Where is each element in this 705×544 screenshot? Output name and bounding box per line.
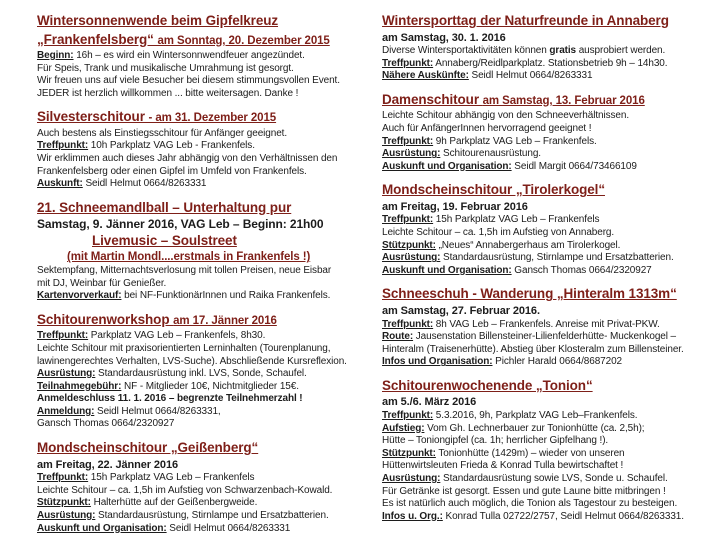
event-text-line bbox=[37, 497, 371, 510]
text-span: Auch für AnfängerInnen hervorragend geeignet ! bbox=[382, 122, 592, 134]
field-label: Treffpunkt: bbox=[37, 330, 89, 342]
field-label: Treffpunkt: bbox=[382, 135, 434, 147]
event-heading-line bbox=[382, 182, 702, 201]
event-text-line bbox=[37, 63, 371, 76]
heading-text: Wintersporttag der Naturfreunde in Annaberg bbox=[382, 13, 669, 28]
heading-text: Silvesterschitour bbox=[37, 109, 149, 125]
text-span: Hüttenwirtsleuten Frieda & Konrad Tulla bewirtschaftet ! bbox=[382, 460, 624, 472]
heading-text: „Frankenfelsberg“ bbox=[37, 31, 158, 47]
event-text-line bbox=[382, 396, 702, 410]
event-text-line bbox=[382, 201, 702, 215]
event-heading-line bbox=[37, 312, 371, 331]
heading-text: Mondscheinschitour „Tirolerkogel“ bbox=[382, 182, 605, 198]
event-text-line bbox=[37, 472, 371, 485]
heading-text: Schneeschuh - Wanderung „Hinteralm 1313m“ bbox=[382, 286, 677, 302]
field-label: Treffpunkt: bbox=[382, 57, 434, 69]
event-text-line bbox=[382, 161, 702, 174]
text-span: Pichler Harald 0664/8687202 bbox=[492, 356, 622, 368]
event-text-line bbox=[382, 423, 702, 436]
text-span: am Samstag, 30. 1. 2016 bbox=[382, 31, 506, 44]
field-label: Aufstieg: bbox=[382, 422, 425, 434]
field-label: Auskunft und Organisation: bbox=[382, 160, 512, 172]
event-text-line bbox=[37, 343, 371, 356]
event-text-line bbox=[382, 265, 702, 278]
event-text-line bbox=[382, 498, 702, 511]
field-label: Treffpunkt: bbox=[37, 140, 89, 152]
text-span: 9h Parkplatz VAG Leb – Frankenfels. bbox=[433, 135, 597, 147]
event-text-line bbox=[37, 393, 371, 406]
event-text-line bbox=[37, 140, 371, 153]
heading-text: am Sonntag, 20. Dezember 2015 bbox=[157, 34, 330, 47]
field-label: Anmeldung: bbox=[37, 405, 95, 417]
text-span: Seidl Helmut 0664/8263331 bbox=[468, 70, 593, 82]
event-text-line bbox=[37, 330, 371, 343]
event-text-line bbox=[382, 240, 702, 253]
event-text-line bbox=[37, 485, 371, 498]
field-label: Auskunft: bbox=[37, 178, 83, 190]
field-label: Stützpunkt: bbox=[37, 497, 91, 509]
heading-text: am Samstag, 13. Februar 2016 bbox=[482, 94, 645, 107]
text-span: gratis bbox=[549, 45, 577, 57]
event-text-line bbox=[382, 473, 702, 486]
text-span: Halterhütte auf der Geißenbergweide. bbox=[90, 497, 258, 509]
text-span: Konrad Tulla 02722/2757, Seidl Helmut 0664/8263331. bbox=[442, 510, 684, 522]
text-span: „Neues“ Annabergerhaus am Tirolerkogel. bbox=[435, 239, 621, 251]
event-text-line bbox=[382, 356, 702, 369]
event-text-line bbox=[382, 70, 702, 83]
text-span: Seidl Margit 0664/73466109 bbox=[511, 160, 637, 172]
text-span: lawinengerechtes Verhalten, LVS-Suche). Abschließende Kursreflexion. bbox=[37, 355, 347, 367]
text-span: ausprobiert werden. bbox=[576, 45, 666, 57]
text-span: Gansch Thomas 0664/2320927 bbox=[511, 264, 652, 276]
field-label: Treffpunkt: bbox=[382, 409, 434, 421]
field-label: Auskunft und Organisation: bbox=[382, 264, 512, 276]
field-label: Treffpunkt: bbox=[382, 318, 434, 330]
text-span: Jausenstation Billensteiner-Lilienfelderhütte- Muckenkogel – bbox=[413, 331, 677, 343]
heading-text: - am 31. Dezember 2015 bbox=[148, 112, 277, 125]
text-span: Standardausrüstung, Stirnlampe und Ersatzbatterien. bbox=[440, 252, 674, 264]
text-span: Standardausrüstung, Stirnlampe und Ersatzbatterien. bbox=[95, 509, 329, 521]
field-label: Infos u. Org.: bbox=[382, 510, 443, 522]
event-text-line bbox=[382, 319, 702, 332]
heading-text: am 17. Jänner 2016 bbox=[173, 314, 277, 327]
event-text-line bbox=[37, 50, 371, 63]
event-section-schneeschuh-wanderung-hinteralm bbox=[382, 286, 702, 368]
text-span: Hinteralm (Traisenerhütte). Abstieg über Klosteralm zum Billensteiner. bbox=[382, 343, 684, 355]
event-heading-line bbox=[37, 109, 371, 128]
text-span: 15h Parkplatz VAG Leb – Frankenfels bbox=[433, 214, 600, 226]
right-column bbox=[382, 13, 702, 532]
event-text-line bbox=[37, 178, 371, 191]
event-section-damenschitour bbox=[382, 92, 702, 173]
event-text-line bbox=[37, 510, 371, 523]
field-label: Treffpunkt: bbox=[382, 214, 434, 226]
event-heading-line bbox=[382, 378, 702, 397]
text-span: Annaberg/Reidlparkplatz. Stationsbetrieb 9h – 14h30. bbox=[433, 57, 668, 69]
event-heading-line bbox=[37, 440, 371, 459]
event-text-line bbox=[37, 265, 371, 278]
text-span: am Freitag, 19. Februar 2016 bbox=[382, 200, 528, 213]
field-label: Kartenvorverkauf: bbox=[37, 290, 122, 302]
text-span: Leichte Schitour – ca. 1,5h im Aufstieg von Schwarzenbach-Kowald. bbox=[37, 484, 333, 496]
text-span: Anmeldeschluss 11. 1. 2016 – begrenzte Teilnehmerzahl ! bbox=[37, 393, 303, 405]
text-span: 15h Parkplatz VAG Leb – Frankenfels bbox=[88, 472, 255, 484]
text-span: am 5./6. März 2016 bbox=[382, 396, 477, 409]
heading-text: Wintersonnenwende beim Gipfelkreuz bbox=[37, 13, 279, 28]
text-span: Für Speis, Trank und musikalische Umrahmung ist gesorgt. bbox=[37, 62, 294, 74]
event-text-line bbox=[37, 153, 371, 166]
field-label: Teilnahmegebühr: bbox=[37, 380, 122, 392]
event-text-line bbox=[37, 218, 371, 233]
text-span: Hütte – Toniongipfel (ca. 1h; herrlicher Gipfelhang !). bbox=[382, 435, 609, 447]
text-span: Es ist natürlich auch möglich, die Tonion als Tagestour zu besteigen. bbox=[382, 498, 678, 510]
heading-text: (mit Martin Mondl....erstmals in Frankenfels !) bbox=[67, 251, 311, 264]
text-span: Leichte Schitour abhängig von den Schneeverhältnissen. bbox=[382, 110, 629, 122]
text-span: Schitourenausrüstung. bbox=[440, 148, 541, 160]
event-heading-line bbox=[37, 32, 371, 51]
text-span: 10h Parkplatz VAG Leb - Frankenfels. bbox=[88, 140, 255, 152]
event-text-line bbox=[382, 435, 702, 448]
event-text-line bbox=[37, 290, 371, 303]
event-text-line bbox=[37, 368, 371, 381]
text-span: Seidl Helmut 0664/8263331 bbox=[166, 522, 291, 534]
field-label: Stützpunkt: bbox=[382, 239, 436, 251]
event-section-schitourenwochenende-tonion bbox=[382, 378, 702, 523]
text-span: Tonionhütte (1429m) – wieder von unseren bbox=[435, 447, 625, 459]
event-text-line bbox=[382, 214, 702, 227]
event-section-mondscheinschitour-tirolerkogel bbox=[382, 182, 702, 277]
text-span: Vom Gh. Lechnerbauer zur Tonionhütte (ca. 2,5h); bbox=[424, 422, 645, 434]
text-span: am Samstag, 27. Februar 2016. bbox=[382, 304, 540, 317]
event-text-line bbox=[382, 32, 702, 46]
text-span: mit DJ, Weinbar für Genießer. bbox=[37, 277, 167, 289]
field-label: Ausrüstung: bbox=[37, 368, 96, 380]
field-label: Infos und Organisation: bbox=[382, 356, 493, 368]
event-text-line bbox=[382, 448, 702, 461]
event-heading-line bbox=[382, 13, 702, 32]
event-text-line bbox=[67, 251, 371, 265]
event-heading-line bbox=[37, 13, 371, 32]
event-section-mondscheinschitour-geissenberg bbox=[37, 440, 371, 535]
text-span: Seidl Helmut 0664/8263331 bbox=[82, 178, 207, 190]
heading-text: Schitourenwochenende „Tonion“ bbox=[382, 377, 593, 393]
event-text-line bbox=[382, 305, 702, 319]
event-text-line bbox=[37, 459, 371, 473]
event-text-line bbox=[37, 75, 371, 88]
text-span: Gansch Thomas 0664/2320927 bbox=[37, 418, 175, 430]
event-text-line bbox=[382, 227, 702, 240]
event-text-line bbox=[382, 58, 702, 71]
text-span: bei NF-FunktionärInnen und Raika Frankenfels. bbox=[121, 290, 331, 302]
field-label: Ausrüstung: bbox=[382, 472, 441, 484]
event-heading-line bbox=[382, 286, 702, 305]
field-label: Stützpunkt: bbox=[382, 447, 436, 459]
heading-text: Livemusic – Soulstreet bbox=[92, 232, 237, 248]
text-span: Standardausrüstung sowie LVS, Sonde u. Schaufel. bbox=[440, 472, 668, 484]
text-span: 8h VAG Leb – Frankenfels. Anreise mit Privat-PKW. bbox=[433, 318, 660, 330]
field-label: Treffpunkt: bbox=[37, 472, 89, 484]
text-span: am Freitag, 22. Jänner 2016 bbox=[37, 458, 178, 471]
text-span: Samstag, 9. Jänner 2016, VAG Leb – Beginn: 21h00 bbox=[37, 217, 324, 232]
event-text-line bbox=[37, 381, 371, 394]
text-span: 5.3.2016, 9h, Parkplatz VAG Leb–Frankenfels. bbox=[433, 409, 638, 421]
heading-text: Schitourenworkshop bbox=[37, 311, 174, 327]
text-span: JEDER ist herzlich willkommen ... bitte weitersagen. Danke ! bbox=[37, 87, 299, 99]
event-section-wintersporttag-annaberg bbox=[382, 13, 702, 83]
event-section-wintersonnenwende-gipfelkreuz bbox=[37, 13, 371, 100]
event-text-line bbox=[37, 278, 371, 291]
text-span: Wir freuen uns auf viele Besucher bei diesem stimmungsvollen Event. bbox=[37, 75, 340, 87]
event-text-line bbox=[37, 406, 371, 419]
text-span: Diverse Wintersportaktivitäten können bbox=[382, 45, 550, 57]
text-span: Für Getränke ist gesorgt. Essen und gute Laune bitte mitbringen ! bbox=[382, 485, 666, 497]
field-label: Beginn: bbox=[37, 50, 74, 61]
text-span: Frankenfelsberg oder einen Gipfel im Umfeld von Frankenfels. bbox=[37, 165, 307, 177]
event-text-line bbox=[37, 128, 371, 141]
heading-text: 21. Schneemandlball – Unterhaltung pur bbox=[37, 199, 292, 215]
text-span: Standardausrüstung inkl. LVS, Sonde, Schaufel. bbox=[95, 368, 307, 380]
event-text-line bbox=[382, 123, 702, 136]
event-section-silvesterschitour bbox=[37, 109, 371, 190]
text-span: Leichte Schitour – ca. 1,5h im Aufstieg von Annaberg. bbox=[382, 227, 615, 239]
event-text-line bbox=[37, 166, 371, 179]
text-span: NF - Mitglieder 10€, Nichtmitglieder 15€. bbox=[121, 380, 299, 392]
heading-text: Mondscheinschitour „Geißenberg“ bbox=[37, 440, 259, 456]
text-span: Leichte Schitour mit praxisorientierten Lerninhalten (Tourenplanung, bbox=[37, 342, 331, 354]
field-label: Auskunft und Organisation: bbox=[37, 522, 167, 534]
event-heading-line bbox=[37, 200, 371, 219]
event-text-line bbox=[37, 418, 371, 431]
event-text-line bbox=[382, 45, 702, 58]
event-text-line bbox=[382, 344, 702, 357]
field-label: Ausrüstung: bbox=[382, 252, 441, 264]
event-text-line bbox=[382, 331, 702, 344]
field-label: Ausrüstung: bbox=[37, 509, 96, 521]
text-span: Wir erklimmen auch dieses Jahr abhängig von den Verhältnissen den bbox=[37, 153, 338, 165]
text-span: Parkplatz VAG Leb – Frankenfels, 8h30. bbox=[88, 330, 266, 342]
left-column bbox=[37, 13, 371, 544]
event-section-schneemandlball bbox=[37, 200, 371, 303]
field-label: Ausrüstung: bbox=[382, 148, 441, 160]
field-label: Route: bbox=[382, 331, 414, 343]
event-text-line bbox=[382, 511, 702, 524]
event-text-line bbox=[382, 252, 702, 265]
text-span: Seidl Helmut 0664/8263331, bbox=[94, 405, 221, 417]
event-section-schitourenworkshop bbox=[37, 312, 371, 431]
heading-text: Damenschitour bbox=[382, 91, 483, 107]
event-heading-line bbox=[92, 233, 371, 252]
event-text-line bbox=[382, 410, 702, 423]
field-label: Nähere Auskünfte: bbox=[382, 70, 469, 82]
event-text-line bbox=[382, 460, 702, 473]
event-text-line bbox=[382, 148, 702, 161]
text-span: Auch bestens als Einstiegsschitour für Anfänger geeignet. bbox=[37, 127, 288, 139]
text-span: Sektempfang, Mitternachtsverlosung mit tollen Preisen, neue Eisbar bbox=[37, 265, 332, 277]
event-text-line bbox=[382, 110, 702, 123]
text-span: 16h – es wird ein Wintersonnwendfeuer angezündet. bbox=[73, 50, 305, 61]
event-heading-line bbox=[382, 92, 702, 111]
event-text-line bbox=[37, 523, 371, 536]
event-text-line bbox=[382, 136, 702, 149]
event-text-line bbox=[37, 356, 371, 369]
event-text-line bbox=[37, 88, 371, 101]
